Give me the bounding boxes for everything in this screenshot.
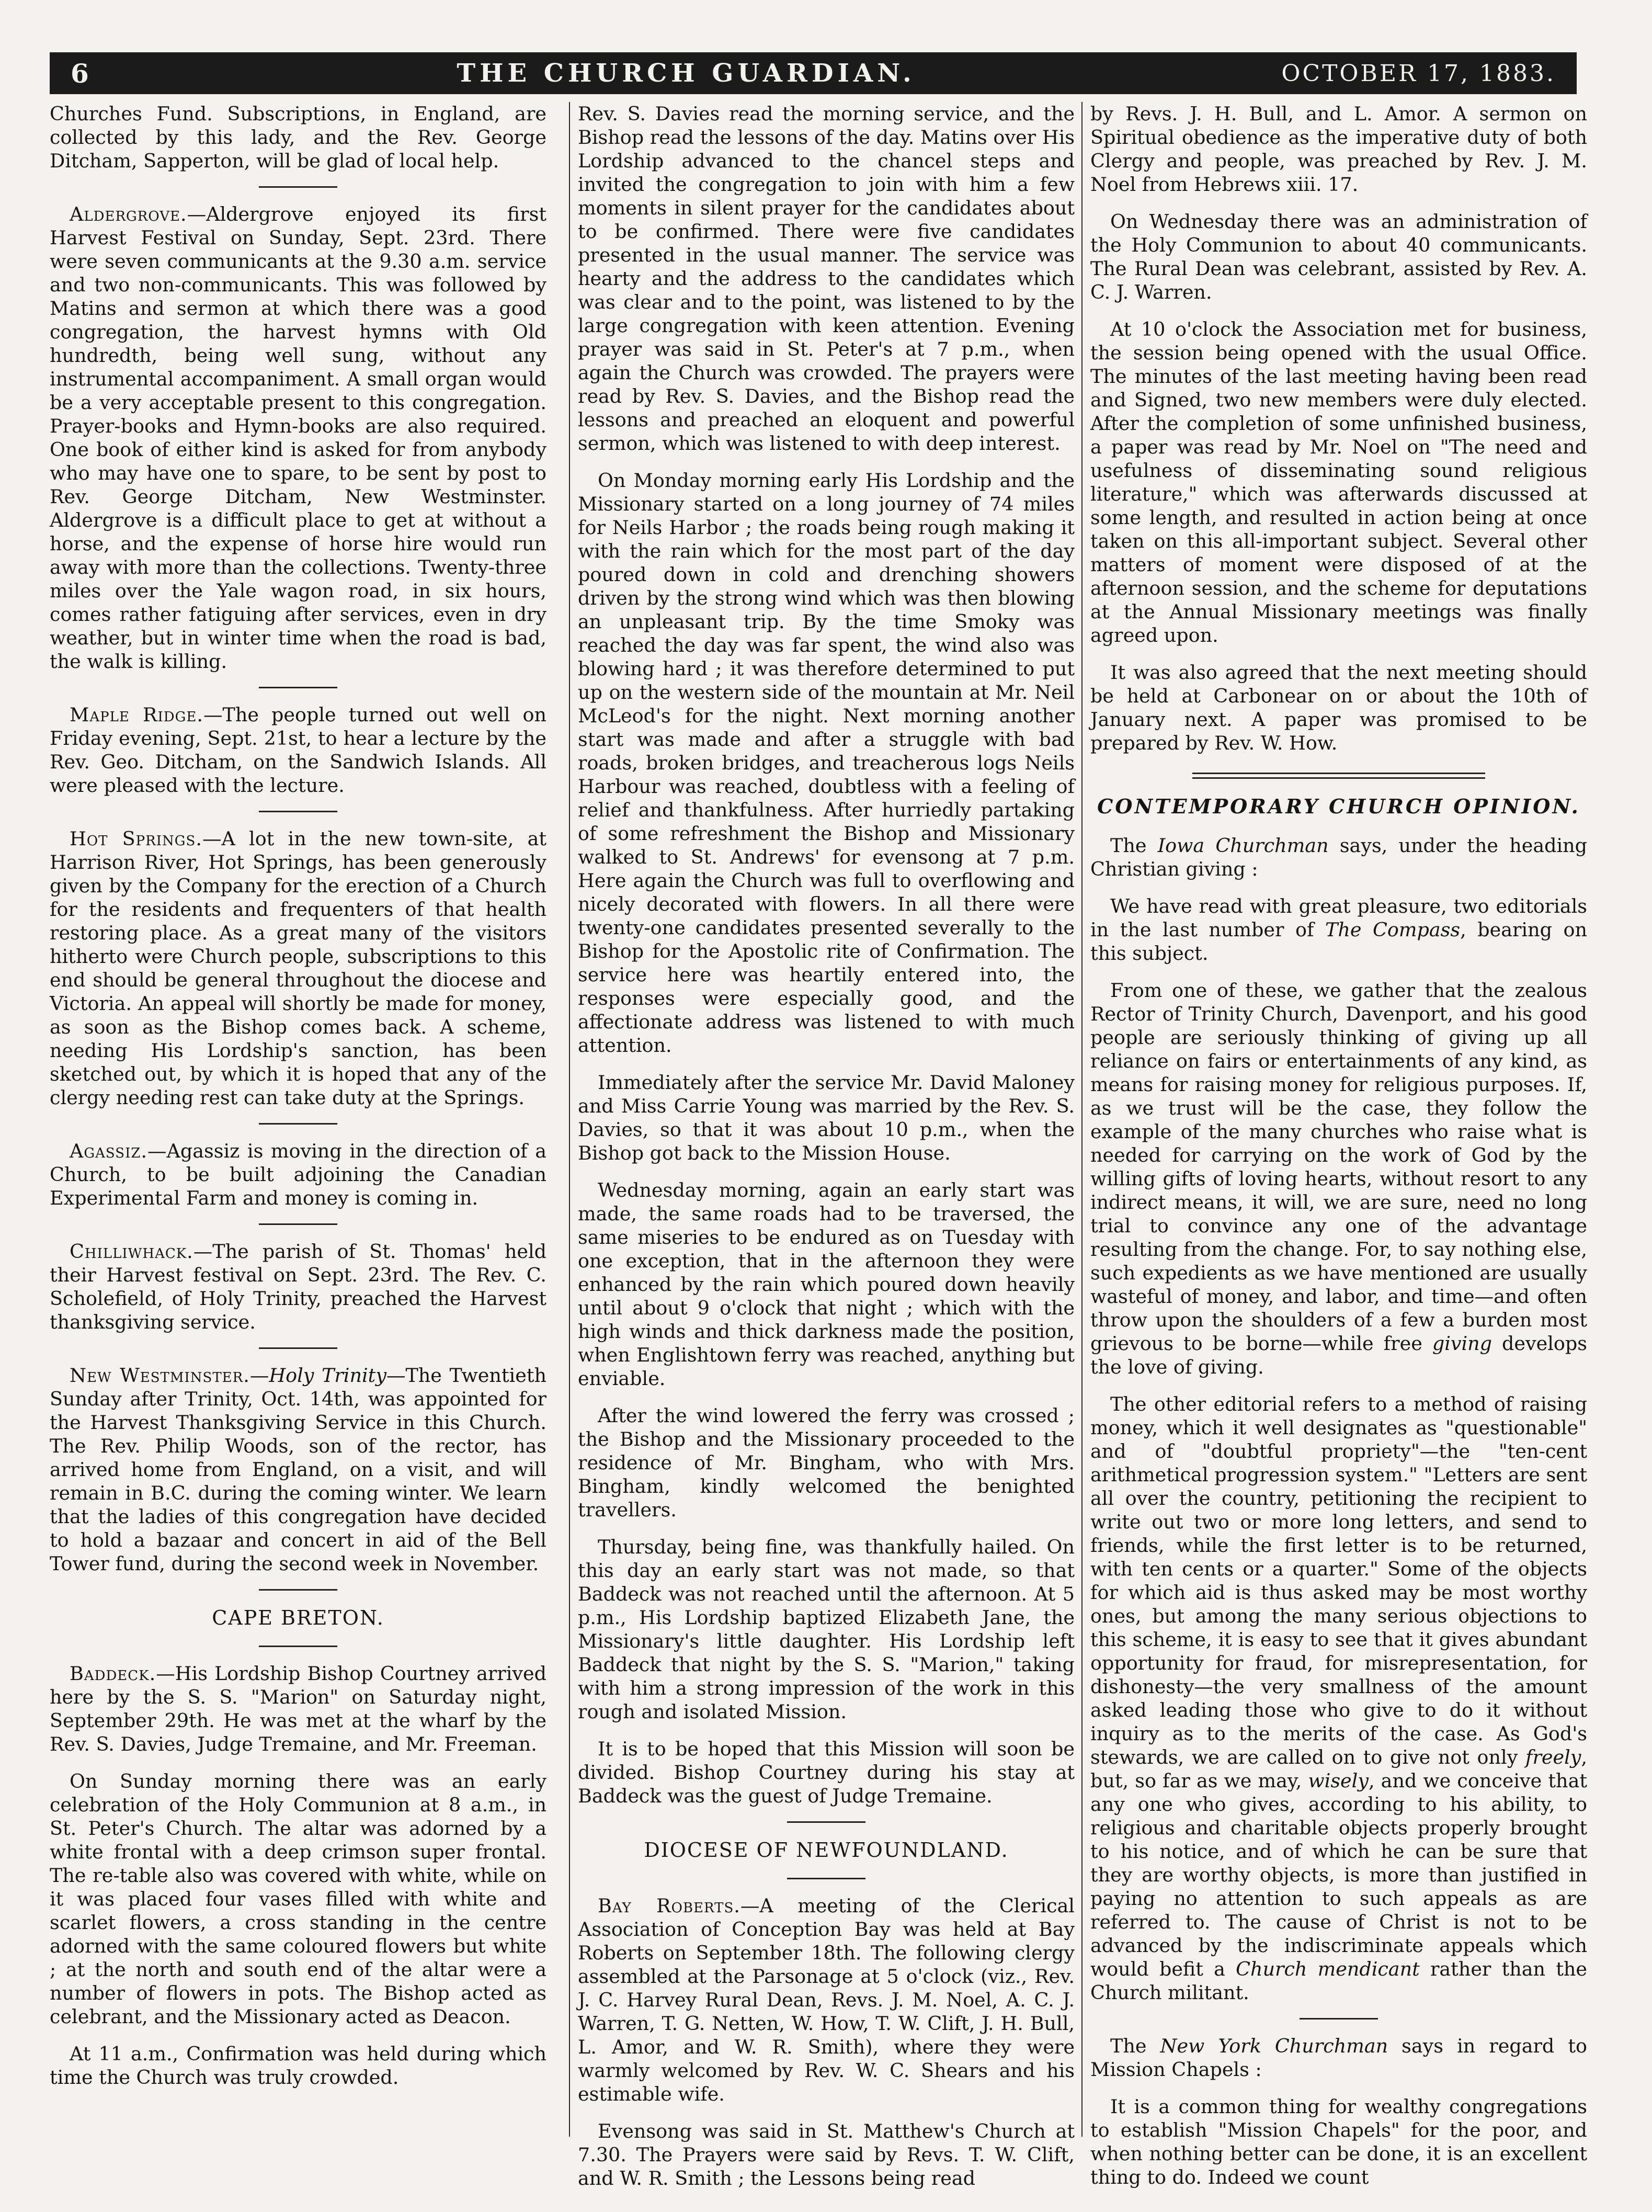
place-name: Agassiz.	[70, 1140, 148, 1162]
article-text: —Aldergrove enjoyed its first Harvest Festival on Sunday, Sept. 23rd. There were seven communicants at the 9.30 a.m. service and two non-communicants. This was followed by Matins and sermon at which there was a good congregation, the harvest hymns with Old hundredth, being well sung, without any instrumental accompaniment. A small organ would be a very acceptable present to this congregation. Prayer-books and Hymn-books are also required. One book of either kind is asked for from anybody who may have one to spare, to be sent by post to Rev. George Ditcham, New Westminster. Aldergrove is a difficult place to get at without a horse, and the expense of horse hire would run away with more than the collections. Twenty-three miles over the Yale wagon road, in six hours, comes rather fatiguing after services, even in dry weather, but in winter time when the road is bad, the walk is killing.	[50, 203, 546, 673]
article-chilliwhack	[50, 1240, 546, 1334]
article-new-westminster	[50, 1364, 546, 1575]
article-agassiz	[50, 1139, 546, 1210]
paragraph	[1090, 834, 1587, 881]
text: , but, so far as we may,	[1090, 1746, 1587, 1792]
separator	[259, 1646, 337, 1647]
paragraph	[1090, 1392, 1587, 2004]
column-3	[1090, 102, 1587, 2203]
paragraph: At 11 a.m., Confirmation was held during which time the Church was truly crowded.	[50, 2043, 546, 2089]
article-baddeck	[50, 1662, 546, 1756]
separator	[259, 687, 337, 688]
church-name: —Holy Trinity	[249, 1364, 386, 1387]
article-text: —Agassiz is moving in the direction of a Church, to be built adjoining the Canadian Experimental Farm and money is coming in.	[50, 1140, 546, 1209]
text: , bearing on this subject.	[1090, 918, 1587, 965]
page-number: 6	[71, 58, 91, 89]
paragraph	[1090, 979, 1587, 1379]
newspaper-title: THE CHURCH GUARDIAN.	[457, 59, 916, 88]
article-aldergrove	[50, 202, 546, 673]
place-name: Maple Ridge.	[70, 704, 203, 726]
paragraph	[1090, 2034, 1587, 2081]
article-text: —His Lordship Bishop Courtney arrived here by the S. S. "Marion" on Saturday night, September 29th. He was met at the wharf by the Rev. S. Davies, Judge Tremaine, and Mr. Freeman.	[50, 1662, 546, 1755]
emphasis: giving	[1432, 1332, 1493, 1355]
article-hot-springs	[50, 827, 546, 1109]
article-text: —A meeting of the Clerical Association of Conception Bay was held at Bay Roberts on September 18th. The following clergy assembled at the Parsonage at 5 o'clock (viz., Rev. J. C. Harvey Rural Dean, Revs. J. M. Noel, A. C. J. Warren, T. G. Netten, W. How, T. W. Clift, J. H. Bull, L. Amor, and W. R. Smith), where they were warmly welcomed by Rev. W. C. Shears and his estimable wife.	[578, 1895, 1075, 2105]
paragraph-continued: by Revs. J. H. Bull, and L. Amor. A sermon on Spiritual obedience as the imperative duty of both Clergy and people, was preached by Rev. J. M. Noel from Hebrews xiii. 17.	[1090, 103, 1587, 196]
publication-name: The Compass	[1325, 918, 1461, 941]
separator	[787, 1878, 865, 1879]
text: We have read with great pleasure, two editorials in the last number of	[1090, 895, 1587, 941]
issue-date: OCTOBER 17, 1883.	[1281, 60, 1556, 87]
separator	[259, 1589, 337, 1591]
paragraph-continued: Churches Fund. Subscriptions, in England, are collected by this lady, and the Rev. George Ditcham, Sapperton, will be glad of local help.	[50, 103, 546, 172]
article-text: —A lot in the new town-site, at Harrison River, Hot Springs, has been generously given by the Company for the erection of a Church for the residents and frequenters of that health restoring place. As a great many of the visitors hitherto were Church people, subscriptions to this end should be general throughout the diocese and Victoria. An appeal will shortly be made for money, as soon as the Bishop comes back. A scheme, needing His Lordship's sanction, has been sketched out, by which it is hoped that any of the clergy needing rest can take duty at the Springs.	[50, 827, 547, 1109]
paragraph: On Sunday morning there was an early celebration of the Holy Communion at 8 a.m., in St. Peter's Church. The altar was adorned by a white frontal with a deep crimson super frontal. The re-table also was covered with white, while on it was placed four vases filled with white and scarlet flowers, a cross standing in the centre adorned with the same coloured flowers but white ; at the north and south end of the altar were a number of flowers in pots. The Bishop acted as celebrant, and the Missionary acted as Deacon.	[50, 1770, 546, 2028]
publication-name: New York Churchman	[1160, 2035, 1388, 2057]
text: From one of these, we gather that the zealous Rector of Trinity Church, Davenport, and his good people are seriously thinking of giving up all reliance on fairs or entertainments of any kind, as means for raising money for religious purposes. If, as we trust will be the case, they follow the example of the many churches who raise what is needed for carrying on the work of God by the willing gifts of loving hearts, without resort to any indirect means, it will, we are sure, need no long trial to convince any one of the advantage resulting from the change. For, to say nothing else, such expedients as we have mentioned are usually wasteful of money, and labor, and time—and often throw upon the shoulders of a few a burden most grievous to be borne—while free	[1090, 979, 1587, 1355]
paragraph: After the wind lowered the ferry was crossed ; the Bishop and the Missionary proceeded to the residence of Mr. Bingham, who with Mrs. Bingham, kindly welcomed the benighted travellers.	[578, 1404, 1075, 1521]
paragraph: It is to be hoped that this Mission will soon be divided. Bishop Courtney during his stay at Baddeck was the guest of Judge Tremaine.	[578, 1738, 1075, 1807]
place-name: Baddeck.	[70, 1662, 156, 1685]
paragraph: Wednesday morning, again an early start was made, the same roads had to be traversed, the same miseries to be endured as on Tuesday with one exception, that in the afternoon they were enhanced by the rain which poured down heavily until about 9 o'clock that night ; which with the high winds and thick darkness made the position, when Englishtown ferry was reached, anything but enviable.	[578, 1179, 1075, 1390]
place-name: Aldergrove.	[70, 203, 187, 225]
separator	[787, 1821, 865, 1823]
column-2	[578, 102, 1075, 2204]
text: The	[1110, 834, 1158, 857]
text: The	[1110, 2035, 1160, 2057]
section-heading: DIOCESE OF NEWFOUNDLAND.	[644, 1839, 1009, 1862]
separator	[259, 1123, 337, 1125]
column-rule-right	[1081, 102, 1083, 2137]
paragraph: It is a common thing for wealthy congregations to establish "Mission Chapels" for the poor, and when nothing better can be done, it is an excellent thing to do. Indeed we count	[1090, 2095, 1587, 2188]
place-name: New Westminster.	[70, 1364, 250, 1387]
text: says, under the heading Christian giving :	[1090, 834, 1588, 880]
place-name: Chilliwhack.	[70, 1240, 193, 1263]
paragraph: Thursday, being fine, was thankfully hailed. On this day an early start was not made, so that Baddeck was not reached until the afternoon. At 5 p.m., His Lordship baptized Elizabeth Jane, the Missionary's little daughter. His Lordship left Baddeck that night by the S. S. "Marion," taking with him a strong impression of the work in this rough and isolated Mission.	[578, 1536, 1075, 1723]
paragraph: On Monday morning early His Lordship and the Missionary started on a long journey of 74 miles for Neils Harbor ; the roads being rough making it with the rain which for the most part of the day poured down in cold and drenching showers driven by the strong wind which was then blowing an unpleasant trip. By the time Smoky was reached the day was far spent, the wind also was blowing hard ; it was therefore determined to put up on the western side of the mountain at Mr. Neil McLeod's for the night. Next morning another start was made and after a struggle with bad roads, broken bridges, and treacherous logs Neils Harbour was reached, doubtless with a feeling of relief and thankfulness. After hurriedly partaking of some refreshment the Bishop and Missionary walked to St. Andrews' for evensong at 7 p.m. Here again the Church was full to overflowing and nicely decorated with flowers. In all there were twenty-one candidates presented severally to the Bishop for the Apostolic rite of Confirmation. The service here was heartily entered into, the responses were especially good, and the affectionate address was listened to with much attention.	[578, 469, 1075, 1057]
place-name: Hot Springs.	[70, 827, 202, 850]
separator	[259, 186, 337, 188]
place-name: Bay Roberts.	[598, 1895, 740, 1917]
separator	[259, 1347, 337, 1349]
paragraph: At 10 o'clock the Association met for business, the session being opened with the usual Office. The minutes of the last meeting having been read and Signed, two new members were duly elected. After the completion of some unfinished business, a paper was read by Mr. Noel on "The need and usefulness of disseminating sound religious literature," which was afterwards discussed at some length, and resulted in action being at once taken on this all-important subject. Several other matters of moment were disposed of at the afternoon session, and the scheme for deputations at the Annual Missionary meetings was finally agreed upon.	[1090, 318, 1587, 646]
column-1	[50, 102, 546, 2103]
paragraph: It was also agreed that the next meeting should be held at Carbonear on or about the 10th of January next. A paper was promised to be prepared by Rev. W. How.	[1090, 661, 1587, 754]
text: says in regard to Mission Chapels :	[1090, 2035, 1587, 2081]
paragraph: Immediately after the service Mr. David Maloney and Miss Carrie Young was married by the Rev. S. Davies, so that it was about 10 p.m., when the Bishop got back to the Mission House.	[578, 1071, 1075, 1164]
emphasis: wisely	[1308, 1769, 1369, 1792]
publication-name: Iowa Churchman	[1157, 834, 1329, 857]
article-text: —The parish of St. Thomas' held their Harvest festival on Sept. 23rd. The Rev. C. Scholefield, of Holy Trinity, preached the Harvest thanksgiving service.	[50, 1240, 546, 1333]
separator	[1300, 2018, 1378, 2020]
section-heading: CONTEMPORARY CHURCH OPINION.	[1097, 795, 1580, 818]
article-text: —The Twentieth Sunday after Trinity, Oct. 14th, was appointed for the Harvest Thanksgiving Service in this Church. The Rev. Philip Woods, son of the rector, has arrived home from England, on a visit, and will remain in B.C. during the coming winter. We learn that the ladies of this congregation have decided to hold a bazaar and concert in aid of the Bell Tower fund, during the second week in November.	[50, 1364, 546, 1575]
text: The other editorial refers to a method of raising money, which it well designates as "questionable" and of "doubtful propriety"—the "ten-cent arithmetical progression system." "Letters are sent all over the country, petitioning the recipient to write out two or more long letters, and send to friends, while the first letter is to be returned, with ten cents or a quarter." Some of the objects for which aid is thus asked may be most worthy ones, but among the many serious objections to this scheme, it is easy to see that it gives abundant opportunity for fraud, for misrepresentation, for dishonesty—the very smallness of the amount asked leading those who give to do it without inquiry as to the merits of the case. As God's stewards, we are called on to give not only	[1090, 1393, 1587, 1768]
double-rule	[1192, 773, 1485, 779]
text: develops the love of giving.	[1090, 1332, 1587, 1378]
article-maple-ridge	[50, 703, 546, 797]
emphasis: Church mendicant	[1236, 1958, 1420, 1980]
separator	[259, 1223, 337, 1225]
column-rule-left	[569, 102, 570, 2137]
paragraph-continued: Rev. S. Davies read the morning service, and the Bishop read the lessons of the day. Matins over His Lordship advanced to the chancel steps and invited the congregation to join with him a few moments in silent prayer for the candidates about to be confirmed. There were five candidates presented in the usual manner. The service was hearty and the address to the candidates which was clear and to the point, was listened to by the large congregation with keen attention. Evening prayer was said in St. Peter's at 7 p.m., when again the Church was crowded. The prayers were read by Rev. S. Davies, and the Bishop read the lessons and preached an eloquent and powerful sermon, which was listened to with deep interest.	[578, 103, 1075, 455]
masthead	[50, 52, 1577, 94]
separator	[259, 811, 337, 812]
article-text: —The people turned out well on Friday evening, Sept. 21st, to hear a lecture by the Rev. Geo. Ditcham, on the Sandwich Islands. All were pleased with the lecture.	[50, 704, 546, 797]
paragraph	[1090, 894, 1587, 965]
text: rather than the Church militant.	[1090, 1958, 1587, 2004]
emphasis: freely	[1525, 1746, 1581, 1768]
paragraph: Evensong was said in St. Matthew's Church at 7.30. The Prayers were said by Revs. T. W. Clift, and W. R. Smith ; the Lessons being read	[578, 2120, 1075, 2190]
text: , and we conceive that any one who gives, according to his ability, to religious and charitable objects properly brought to his notice, and of which he can be sure that they are worthy objects, is more than justified in paying no attention to such appeals as are referred to. The cause of Christ is not to be advanced by the indiscriminate appeals which would befit a	[1090, 1769, 1587, 1980]
section-heading: CAPE BRETON.	[212, 1606, 384, 1629]
paragraph: On Wednesday there was an administration of the Holy Communion to about 40 communicants. The Rural Dean was celebrant, assisted by Rev. A. C. J. Warren.	[1090, 210, 1587, 303]
article-bay-roberts	[578, 1894, 1075, 2106]
